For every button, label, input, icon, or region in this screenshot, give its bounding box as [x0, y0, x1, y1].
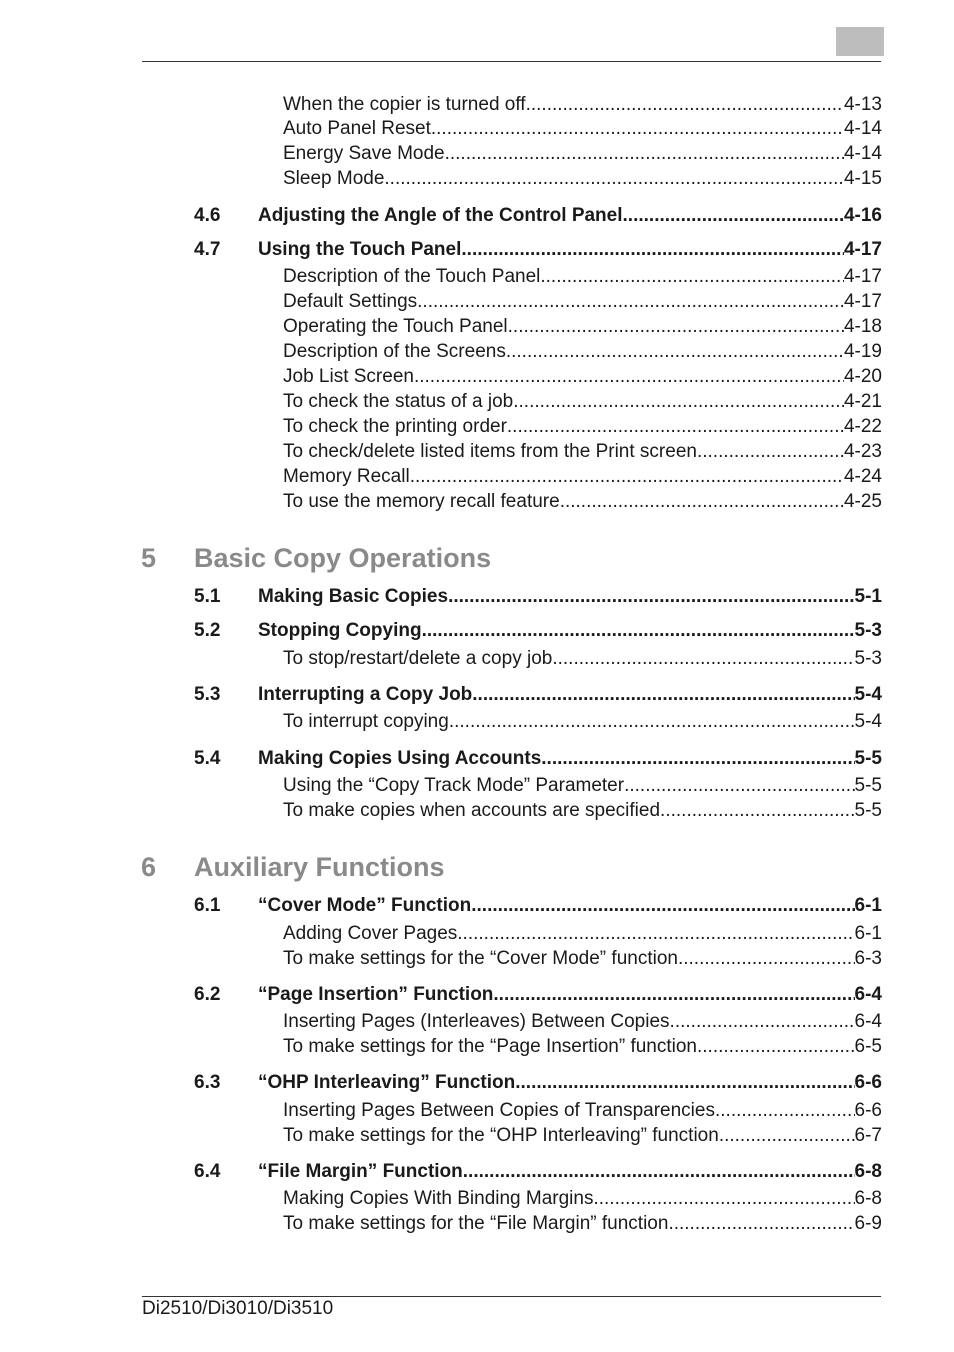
dot-leader: [624, 775, 854, 797]
toc-subentry[interactable]: [283, 1125, 882, 1147]
dot-leader: [719, 1125, 855, 1147]
toc-subentry[interactable]: [283, 316, 882, 338]
entry-title: Operating the Touch Panel: [283, 316, 508, 337]
chapter-heading: [141, 543, 491, 574]
toc-subentry[interactable]: [283, 923, 882, 945]
toc-subentry[interactable]: [283, 948, 882, 970]
page-number: 5-3: [854, 648, 882, 669]
page-number: 4-19: [843, 341, 882, 362]
chapter-number: 5: [141, 543, 157, 573]
page-number: 5-5: [854, 775, 882, 796]
entry-title: Adding Cover Pages: [283, 923, 458, 944]
page-number: 6-9: [854, 1213, 882, 1234]
toc-section-entry[interactable]: [194, 684, 882, 706]
toc-subentry[interactable]: [283, 416, 882, 438]
page-number: 6-1: [854, 895, 882, 916]
dot-leader: [417, 291, 844, 313]
footer-rule: [142, 1296, 881, 1297]
entry-title: Job List Screen: [283, 366, 414, 387]
page-number: 4-16: [843, 205, 882, 226]
entry-title: Default Settings: [283, 291, 418, 312]
entry-title: To interrupt copying: [283, 711, 449, 732]
entry-title: Using the “Copy Track Mode” Parameter: [283, 775, 625, 796]
dot-leader: [448, 586, 854, 608]
page-number: 6-6: [854, 1100, 882, 1121]
toc-subentry[interactable]: [283, 1188, 882, 1210]
toc-subentry[interactable]: [283, 466, 882, 488]
dot-leader: [623, 205, 844, 227]
dot-leader: [445, 143, 844, 165]
entry-title: Description of the Screens: [283, 341, 506, 362]
entry-title: To make settings for the “File Margin” function: [283, 1213, 669, 1234]
toc-subentry[interactable]: [283, 800, 882, 822]
toc-subentry[interactable]: [283, 1100, 882, 1122]
dot-leader: [541, 748, 854, 770]
page-number: 5-5: [854, 800, 882, 821]
footer-model: Di2510/Di3010/Di3510: [142, 1298, 334, 1319]
dot-leader: [431, 118, 844, 140]
page-number: 5-5: [854, 748, 882, 769]
dot-leader: [414, 366, 844, 388]
toc-section-entry[interactable]: [194, 1161, 882, 1183]
dot-leader: [670, 1011, 855, 1033]
dot-leader: [410, 466, 844, 488]
entry-title: “File Margin” Function: [258, 1161, 463, 1182]
dot-leader: [526, 94, 844, 116]
entry-title: To make settings for the “OHP Interleaving” function: [283, 1125, 719, 1146]
toc-subentry[interactable]: [283, 711, 882, 733]
chapter-title: Basic Copy Operations: [194, 543, 492, 573]
page-number: 4-21: [843, 391, 882, 412]
toc-subentry[interactable]: [283, 648, 882, 670]
entry-title: Auto Panel Reset: [283, 118, 431, 139]
entry-title: Making Copies With Binding Margins: [283, 1188, 594, 1209]
toc-subentry[interactable]: [283, 168, 882, 190]
toc-subentry[interactable]: [283, 143, 882, 165]
entry-title: Inserting Pages (Interleaves) Between Copies: [283, 1011, 670, 1032]
toc-subentry[interactable]: [283, 94, 882, 116]
toc-section-entry[interactable]: [194, 586, 882, 608]
dot-leader: [471, 895, 854, 917]
toc-subentry[interactable]: [283, 1036, 882, 1058]
chapter-title: Auxiliary Functions: [194, 852, 445, 882]
dot-leader: [678, 948, 855, 970]
entry-title: Making Copies Using Accounts: [258, 748, 542, 769]
page-number: 4-18: [843, 316, 882, 337]
page-number: 4-23: [843, 441, 882, 462]
page-number: 4-24: [843, 466, 882, 487]
page-number: 4-17: [843, 291, 882, 312]
entry-title: Energy Save Mode: [283, 143, 445, 164]
entry-title: Sleep Mode: [283, 168, 385, 189]
entry-title: To use the memory recall feature: [283, 491, 560, 512]
entry-title: “Cover Mode” Function: [258, 895, 472, 916]
toc-subentry[interactable]: [283, 291, 882, 313]
toc-section-entry[interactable]: [194, 205, 882, 227]
dot-leader: [449, 711, 855, 733]
section-number: 6.2: [194, 984, 221, 1005]
section-number: 6.1: [194, 895, 221, 916]
page-number: 6-3: [854, 948, 882, 969]
chapter-number: 6: [141, 852, 157, 882]
toc-subentry[interactable]: [283, 391, 882, 413]
page-number: 6-1: [854, 923, 882, 944]
dot-leader: [384, 168, 844, 190]
page-number: 6-5: [854, 1036, 882, 1057]
dot-leader: [593, 1188, 854, 1210]
entry-title: To stop/restart/delete a copy job: [283, 648, 553, 669]
toc-section-entry[interactable]: [194, 620, 882, 642]
entry-title: Description of the Touch Panel: [283, 266, 541, 287]
section-number: 5.1: [194, 586, 221, 607]
toc-subentry[interactable]: [283, 366, 882, 388]
page-number: 4-15: [843, 168, 882, 189]
chapter-heading: [141, 852, 445, 883]
section-number: 5.4: [194, 748, 221, 769]
page-number: 6-4: [854, 984, 882, 1005]
entry-title: Adjusting the Angle of the Control Panel: [258, 205, 623, 226]
dot-leader: [461, 239, 844, 261]
dot-leader: [560, 491, 844, 513]
entry-title: Memory Recall: [283, 466, 410, 487]
section-number: 6.4: [194, 1161, 221, 1182]
entry-title: To check the printing order: [283, 416, 507, 437]
dot-leader: [422, 620, 855, 642]
page-number: 5-1: [854, 586, 882, 607]
page-number: 6-4: [854, 1011, 882, 1032]
entry-title: “OHP Interleaving” Function: [258, 1072, 516, 1093]
dot-leader: [552, 648, 854, 670]
entry-title: “Page Insertion” Function: [258, 984, 494, 1005]
entry-title: To check the status of a job: [283, 391, 514, 412]
entry-title: To make settings for the “Cover Mode” function: [283, 948, 678, 969]
entry-title: To make settings for the “Page Insertion” function: [283, 1036, 697, 1057]
page-number: 4-17: [843, 239, 882, 260]
entry-title: When the copier is turned off: [283, 94, 526, 115]
page-number: 4-14: [843, 118, 882, 139]
page-number: 4-20: [843, 366, 882, 387]
page-number: 6-7: [854, 1125, 882, 1146]
toc-section-entry[interactable]: [194, 984, 882, 1006]
page-number: 6-6: [854, 1072, 882, 1093]
page-number: 4-17: [843, 266, 882, 287]
section-number: 4.6: [194, 205, 221, 226]
toc-subentry[interactable]: [283, 118, 882, 140]
dot-leader: [540, 266, 844, 288]
dot-leader: [506, 341, 844, 363]
entry-title: Making Basic Copies: [258, 586, 449, 607]
page-number: 6-8: [854, 1188, 882, 1209]
dot-leader: [715, 1100, 855, 1122]
toc-section-entry[interactable]: [194, 895, 882, 917]
toc-subentry[interactable]: [283, 491, 882, 513]
dot-leader: [472, 684, 854, 706]
entry-title: Interrupting a Copy Job: [258, 684, 473, 705]
toc-subentry[interactable]: [283, 775, 882, 797]
page-number: 4-14: [843, 143, 882, 164]
toc-section-entry[interactable]: [194, 1072, 882, 1094]
entry-title: Inserting Pages Between Copies of Transparencies: [283, 1100, 715, 1121]
page-number: 5-3: [854, 620, 882, 641]
dot-leader: [697, 1036, 855, 1058]
section-number: 5.2: [194, 620, 221, 641]
dot-leader: [660, 800, 854, 822]
page-number: 6-8: [854, 1161, 882, 1182]
page-number: 4-25: [843, 491, 882, 512]
section-number: 6.3: [194, 1072, 221, 1093]
dot-leader: [507, 416, 844, 438]
dot-leader: [457, 923, 854, 945]
dot-leader: [513, 391, 844, 413]
toc-section-entry[interactable]: [194, 239, 882, 261]
toc-section-entry[interactable]: [194, 748, 882, 770]
entry-title: To make copies when accounts are specified: [283, 800, 661, 821]
page-number: 5-4: [854, 684, 882, 705]
entry-title: Using the Touch Panel: [258, 239, 462, 260]
section-number: 4.7: [194, 239, 221, 260]
section-number: 5.3: [194, 684, 221, 705]
page-number: 5-4: [854, 711, 882, 732]
entry-title: To check/delete listed items from the Print screen: [283, 441, 697, 462]
dot-leader: [463, 1161, 855, 1183]
toc-subentry[interactable]: [283, 341, 882, 363]
toc-subentry[interactable]: [283, 441, 882, 463]
toc-subentry[interactable]: [283, 1011, 882, 1033]
page-number: 4-22: [843, 416, 882, 437]
page-number: 4-13: [843, 94, 882, 115]
dot-leader: [515, 1072, 854, 1094]
dot-leader: [697, 441, 844, 463]
toc-subentry[interactable]: [283, 266, 882, 288]
entry-title: Stopping Copying: [258, 620, 422, 641]
dot-leader: [508, 316, 844, 338]
toc-subentry[interactable]: [283, 1213, 882, 1235]
dot-leader: [493, 984, 854, 1006]
dot-leader: [668, 1213, 854, 1235]
